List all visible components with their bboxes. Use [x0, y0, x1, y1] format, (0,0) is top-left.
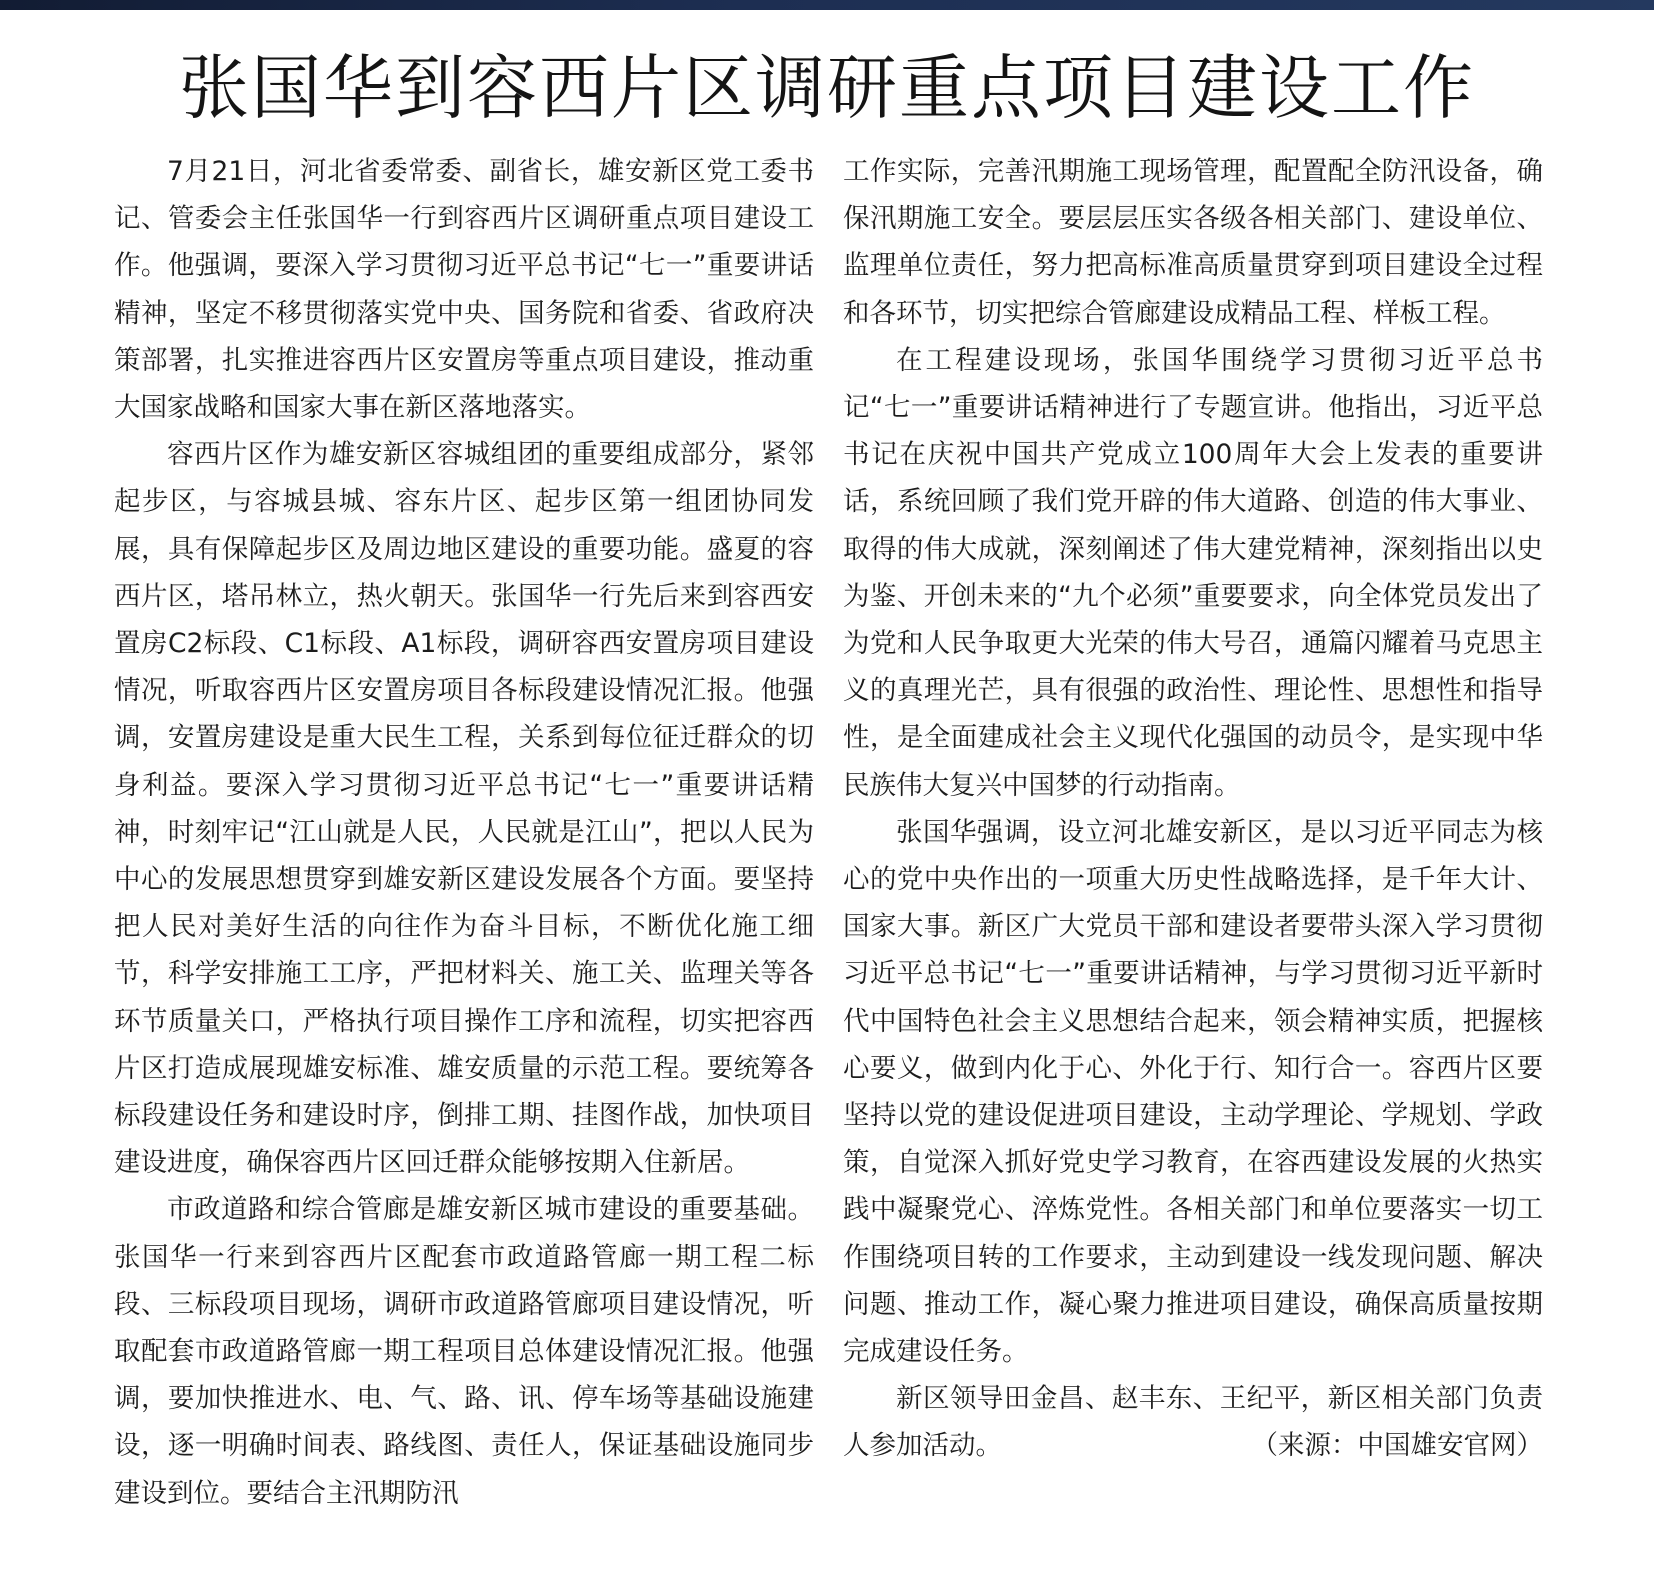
paragraph-6 — [843, 1375, 1543, 1469]
paragraph-1: 7月21日，河北省委常委、副省长，雄安新区党工委书记、管委会主任张国华一行到容西片区调研重点项目建设工作。他强调，要深入学习贯彻习近平总书记“七一”重要讲话精神，坚定不移贯彻落实党中央、国务院和省委、省政府决策部署，扎实推进容西片区安置房等重点项目建设，推动重大国家战略和国家大事在新区落地落实。 — [114, 156, 814, 424]
paragraph-5: 张国华强调，设立河北雄安新区，是以习近平同志为核心的党中央作出的一项重大历史性战略选择，是千年大计、国家大事。新区广大党员干部和建设者要带头深入学习贯彻习近平总书记“七一”重要讲话精神，与学习贯彻习近平新时代中国特色社会主义思想结合起来，领会精神实质，把握核心要义，做到内化于心、外化于行、知行合一。容西片区要坚持以党的建设促进项目建设，主动学理论、学规划、学政策，自觉深入抓好党史学习教育，在容西建设发展的火热实践中凝聚党心、淬炼党性。各相关部门和单位要落实一切工作围绕项目转的工作要求，主动到建设一线发现问题、解决问题、推动工作，凝心聚力推进项目建设，确保高质量按期完成建设任务。 — [843, 816, 1543, 1368]
article-column-left — [114, 148, 814, 1517]
source-credit: （来源：中国雄安官网） — [1251, 1430, 1543, 1462]
paragraph-2: 容西片区作为雄安新区容城组团的重要组成部分，紧邻起步区，与容城县城、容东片区、起步区第一组团协同发展，具有保障起步区及周边地区建设的重要功能。盛夏的容西片区，塔吊林立，热火朝天。张国华一行先后来到容西安置房C2标段、C1标段、A1标段，调研容西安置房项目建设情况，听取容西片区安置房项目各标段建设情况汇报。他强调，安置房建设是重大民生工程，关系到每位征迁群众的切身利益。要深入学习贯彻习近平总书记“七一”重要讲话精神，时刻牢记“江山就是人民，人民就是江山”，把以人民为中心的发展思想贯穿到雄安新区建设发展各个方面。要坚持把人民对美好生活的向往作为奋斗目标，不断优化施工细节，科学安排施工工序，严把材料关、施工关、监理关等各环节质量关口，严格执行项目操作工序和流程，切实把容西片区打造成展现雄安标准、雄安质量的示范工程。要统筹各标段建设任务和建设时序，倒排工期、挂图作战，加快项目建设进度，确保容西片区回迁群众能够按期入住新居。 — [114, 439, 814, 1179]
top-banner-bar — [0, 0, 1654, 10]
paragraph-4: 在工程建设现场，张国华围绕学习贯彻习近平总书记“七一”重要讲话精神进行了专题宣讲。他指出，习近平总书记在庆祝中国共产党成立100周年大会上发表的重要讲话，系统回顾了我们党开辟的伟大道路、创造的伟大事业、取得的伟大成就，深刻阐述了伟大建党精神，深刻指出以史为鉴、开创未来的“九个必须”重要要求，向全体党员发出了为党和人民争取更大光荣的伟大号召，通篇闪耀着马克思主义的真理光芒，具有很强的政治性、理论性、思想性和指导性，是全面建成社会主义现代化强国的动员令，是实现中华民族伟大复兴中国梦的行动指南。 — [843, 344, 1543, 801]
article-headline: 张国华到容西片区调研重点项目建设工作 — [179, 47, 1475, 129]
paragraph-6-text: 新区领导田金昌、赵丰东、王纪平，新区相关部门负责人参加活动。 — [843, 1383, 1543, 1462]
paragraph-3: 市政道路和综合管廊是雄安新区城市建设的重要基础。张国华一行来到容西片区配套市政道路管廊一期工程二标段、三标段项目现场，调研市政道路管廊项目建设情况，听取配套市政道路管廊一期工程项目总体建设情况汇报。他强调，要加快推进水、电、气、路、讯、停车场等基础设施建设，逐一明确时间表、路线图、责任人，保证基础设施同步建设到位。要结合主汛期防汛 — [114, 1194, 814, 1509]
article-column-right — [843, 148, 1543, 1470]
paragraph-3-continued: 工作实际，完善汛期施工现场管理，配置配全防汛设备，确保汛期施工安全。要层层压实各级各相关部门、建设单位、监理单位责任，努力把高标准高质量贯穿到项目建设全过程和各环节，切实把综合管廊建设成精品工程、样板工程。 — [843, 156, 1543, 329]
